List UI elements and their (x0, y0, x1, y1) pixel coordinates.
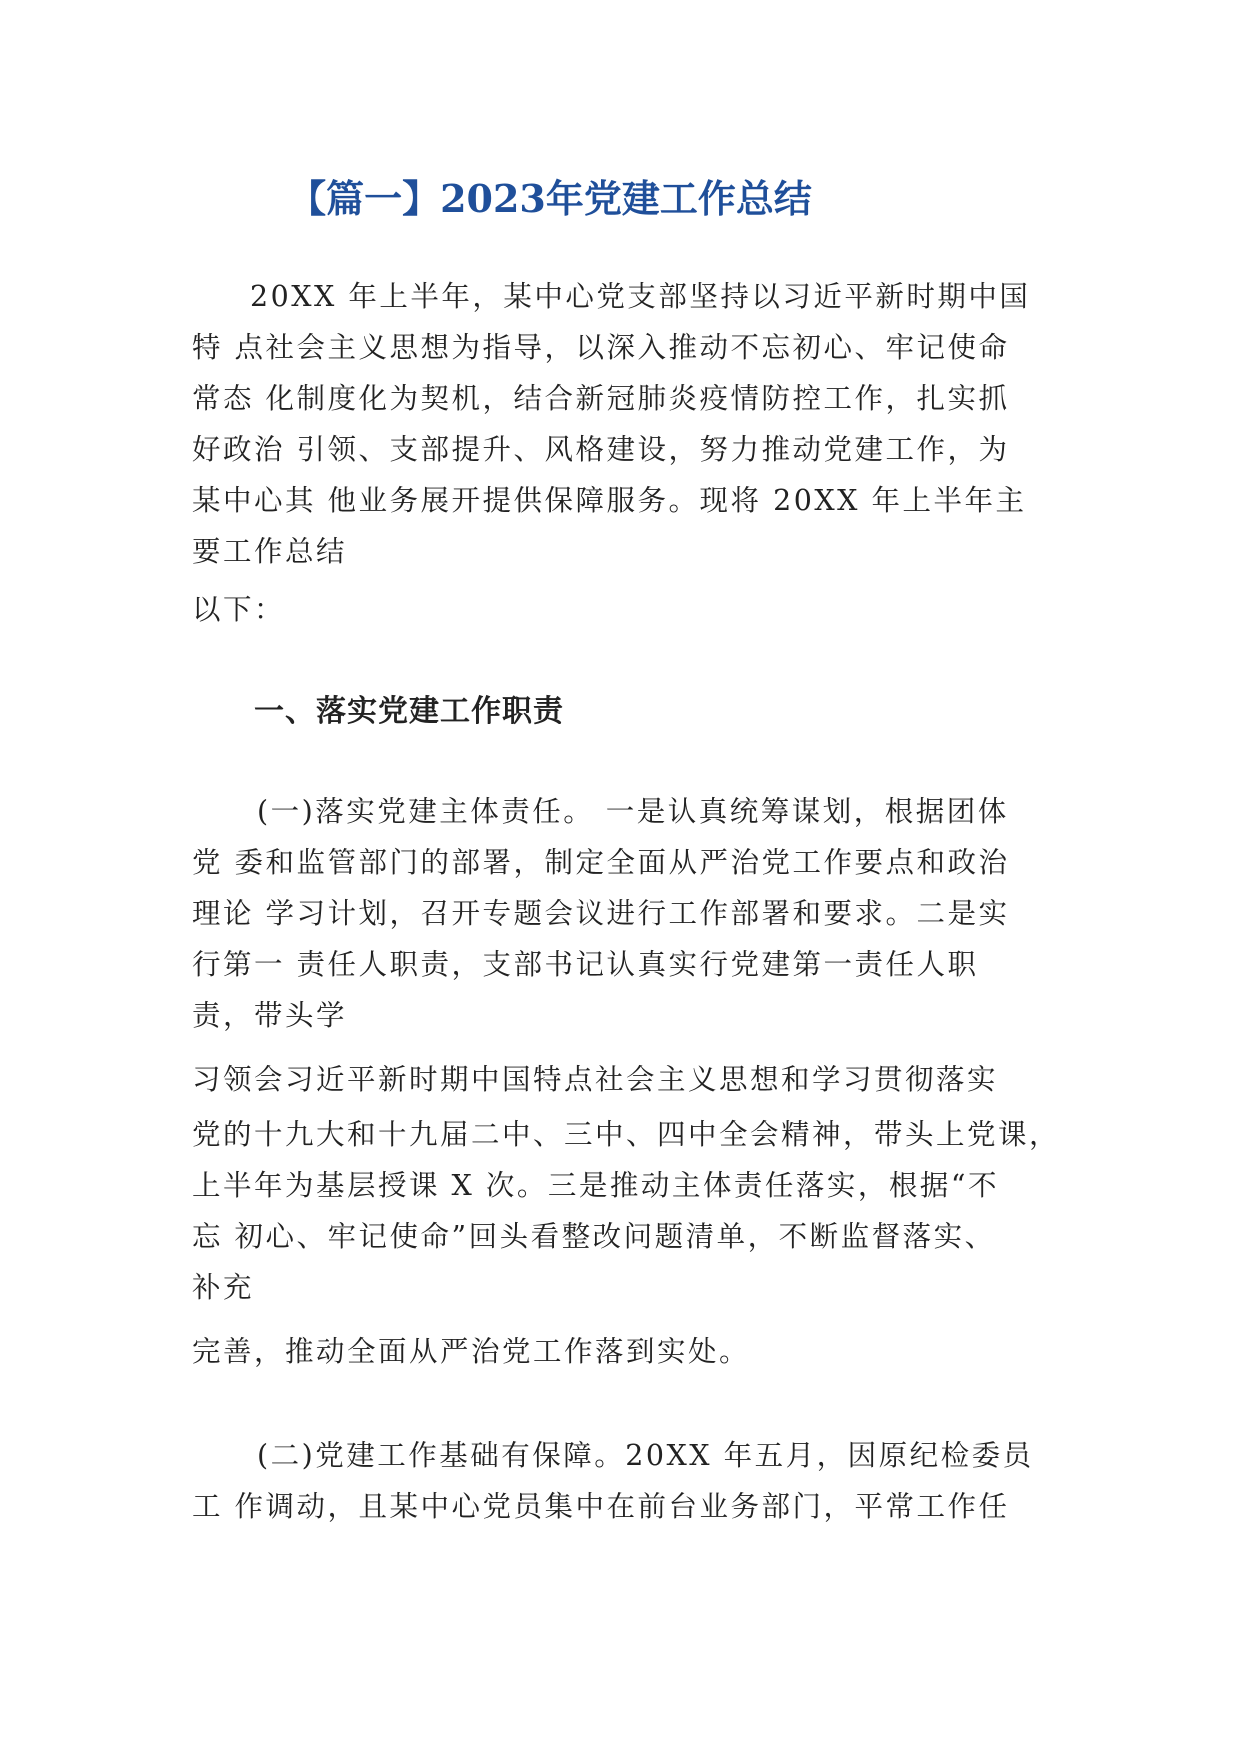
paragraph-line: 某中心其 他业务展开提供保障服务。现将 20XX 年上半年主 (192, 484, 1027, 517)
paragraph-line: 以下： (192, 593, 286, 626)
paragraph-line: 好政治 引领、支部提升、风格建设，努力推动党建工作，为 (192, 433, 1010, 466)
section-heading: 一、落实党建工作职责 (254, 694, 564, 729)
paragraph-line: 理论 学习计划，召开专题会议进行工作部署和要求。二是实 (192, 897, 1010, 930)
paragraph-line: (二)党建工作基础有保障。20XX 年五月，因原纪检委员 (257, 1439, 1034, 1472)
paragraph-line: (一)落实党建主体责任。 一是认真统筹谋划，根据团体 (257, 795, 1009, 828)
paragraph-line: 上半年为基层授课 X 次。三是推动主体责任落实，根据“不 (192, 1169, 999, 1202)
paragraph-line: 工 作调动，且某中心党员集中在前台业务部门，平常工作任 (192, 1490, 1010, 1523)
paragraph-line: 党 委和监管部门的部署，制定全面从严治党工作要点和政治 (192, 846, 1010, 879)
paragraph-line: 要工作总结 (192, 535, 348, 568)
paragraph-line: 党的十九大和十九届二中、三中、四中全会精神，带头上党课， (192, 1118, 1061, 1151)
paragraph-line: 行第一 责任人职责，支部书记认真实行党建第一责任人职 (192, 948, 979, 981)
paragraph-line: 完善，推动全面从严治党工作落到实处。 (192, 1335, 751, 1368)
paragraph-line: 忘 初心、牢记使命”回头看整改问题清单，不断监督落实、 (192, 1220, 996, 1253)
paragraph-line: 习领会习近平新时期中国特点社会主义思想和学习贯彻落实 (192, 1063, 999, 1096)
paragraph-line: 20XX 年上半年，某中心党支部坚持以习近平新时期中国 (250, 280, 1031, 313)
paragraph-line: 责，带头学 (192, 999, 348, 1032)
paragraph-line: 特 点社会主义思想为指导，以深入推动不忘初心、牢记使命 (192, 331, 1010, 364)
paragraph-line: 补充 (192, 1271, 255, 1304)
paragraph-line: 常态 化制度化为契机，结合新冠肺炎疫情防控工作，扎实抓 (192, 382, 1010, 415)
document-title: 【篇一】2023年党建工作总结 (288, 176, 812, 221)
